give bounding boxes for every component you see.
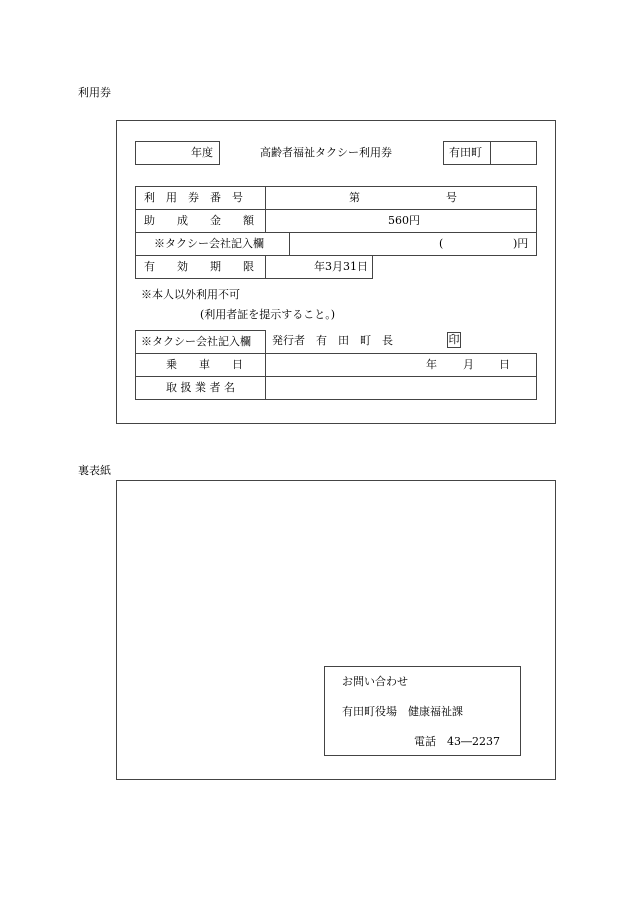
taxi-entry-label-cell — [135, 232, 290, 256]
contact-box — [324, 666, 521, 756]
taxi-entry-label: ※タクシー会社記入欄 — [154, 237, 264, 250]
ticket-title: 高齢者福祉タクシー利用券 — [260, 146, 392, 159]
lower-taxi-entry-cell — [135, 330, 266, 354]
handler-label: 取 扱 業 者 名 — [166, 381, 235, 394]
year-box — [135, 141, 220, 165]
ride-date-label: 乗 車 日 — [166, 358, 243, 371]
validity-label-cell — [135, 255, 266, 279]
taxi-entry-paren-close: )円 — [513, 237, 529, 250]
subsidy-value: 560円 — [388, 214, 420, 227]
seal-mark: 印 — [448, 333, 460, 346]
subsidy-label-cell — [135, 209, 266, 233]
lower-taxi-entry-label: ※タクシー会社記入欄 — [141, 335, 251, 348]
ticket-section-heading: 利用券 — [78, 86, 111, 99]
validity-value-cell — [265, 255, 373, 279]
number-suffix: 号 — [446, 191, 457, 204]
validity-value: 年3月31日 — [314, 260, 368, 273]
number-label-cell — [135, 186, 266, 210]
note-show-card: (利用者証を提示すること。) — [200, 308, 336, 321]
ride-year: 年 — [426, 358, 437, 371]
subsidy-value-cell — [265, 209, 537, 233]
number-label: 利 用 券 番 号 — [144, 191, 243, 204]
ride-month: 月 — [463, 358, 474, 371]
handler-value-cell — [265, 376, 537, 400]
ride-date-label-cell — [135, 353, 266, 377]
taxi-entry-paren-open: ( — [439, 237, 444, 250]
ride-date-value-cell — [265, 353, 537, 377]
validity-label: 有 効 期 限 — [144, 260, 254, 273]
town-label: 有田町 — [449, 146, 482, 159]
taxi-entry-value-cell — [289, 232, 537, 256]
issuer-text: 発行者 有 田 町 長 — [272, 334, 393, 347]
back-section-heading: 裏表紙 — [78, 464, 111, 477]
subsidy-label: 助 成 金 額 — [144, 214, 254, 227]
year-label: 年度 — [191, 146, 213, 159]
note-self-only: ※本人以外利用不可 — [141, 288, 240, 301]
number-value-cell — [265, 186, 537, 210]
handler-label-cell — [135, 376, 266, 400]
contact-office: 有田町役場 健康福祉課 — [342, 705, 463, 718]
town-box — [443, 141, 491, 165]
number-prefix: 第 — [349, 191, 360, 204]
ride-day: 日 — [499, 358, 510, 371]
contact-heading: お問い合わせ — [342, 675, 408, 688]
town-stamp-box — [490, 141, 537, 165]
contact-phone: 電話 43―2237 — [414, 735, 500, 748]
